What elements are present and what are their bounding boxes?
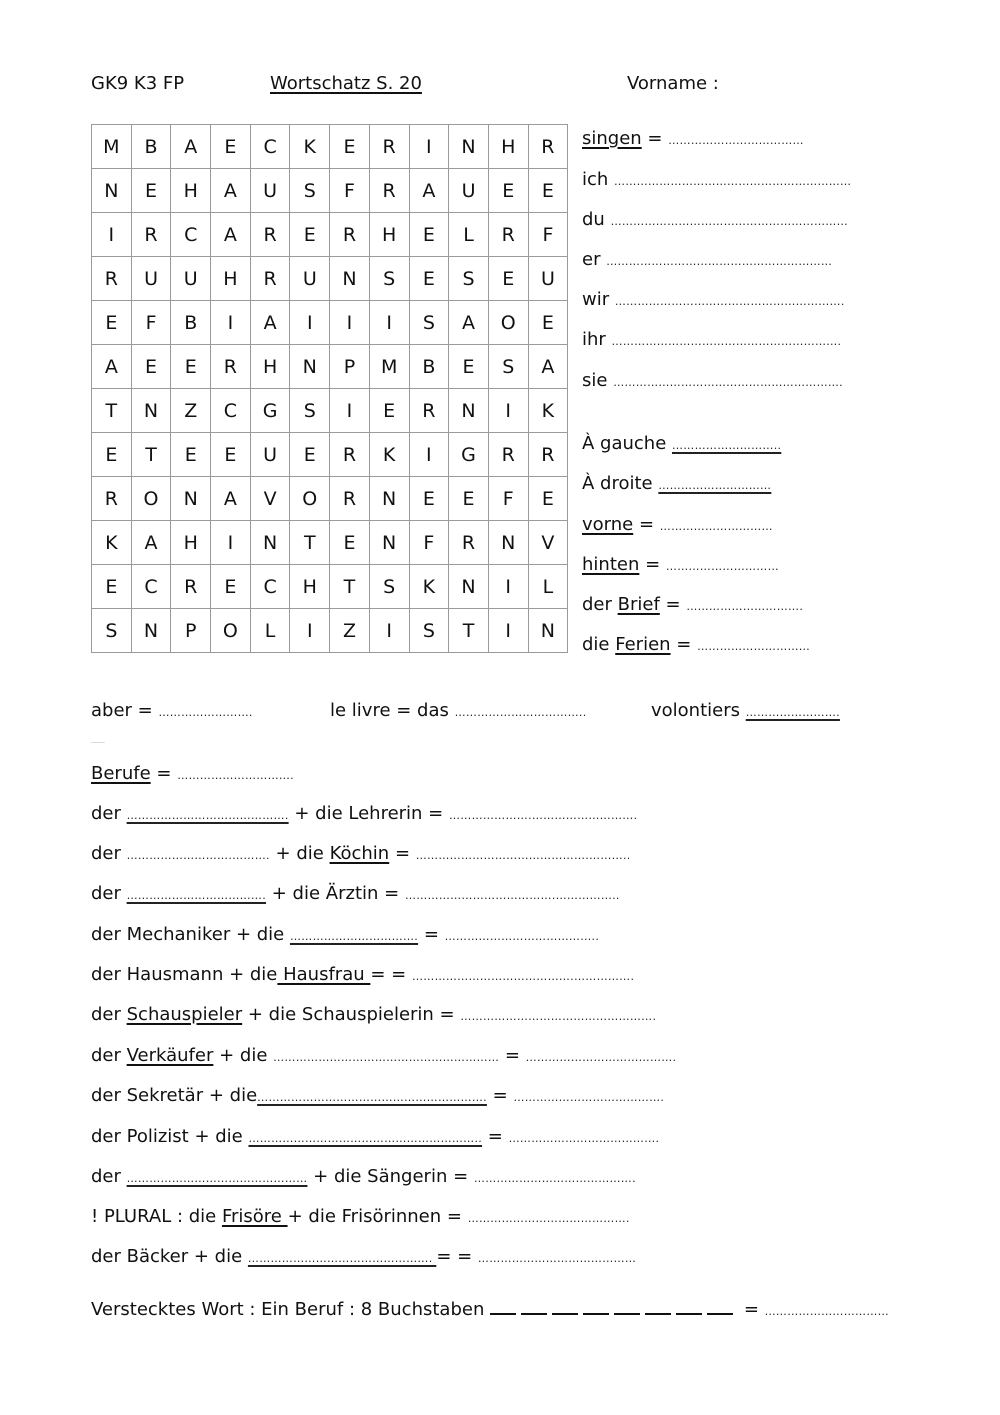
text: der xyxy=(91,843,127,864)
text: + die xyxy=(213,1045,274,1066)
grid-cell[interactable]: C xyxy=(131,565,171,609)
grid-cell[interactable]: A xyxy=(92,345,132,389)
vorne-blank[interactable]: ………………………… xyxy=(659,520,773,533)
grid-row xyxy=(92,389,568,433)
text: = xyxy=(482,1126,509,1147)
grid-cell[interactable]: R xyxy=(92,257,132,301)
blank[interactable]: ……………………………. xyxy=(289,930,419,943)
grid-cell[interactable]: N xyxy=(488,521,528,565)
grid-row xyxy=(92,345,568,389)
grid-cell[interactable]: N xyxy=(290,345,330,389)
text: der xyxy=(91,803,127,824)
text: der Mechaniker + die xyxy=(91,924,290,945)
grid-cell[interactable]: T xyxy=(449,609,489,653)
text: = xyxy=(418,924,445,945)
grid-cell[interactable]: E xyxy=(290,433,330,477)
aber-item xyxy=(91,700,253,721)
blank[interactable]: ……………………………………….……….. xyxy=(415,849,631,862)
pronoun: er xyxy=(582,249,601,270)
text: der xyxy=(91,883,127,904)
profession-line-frisoer xyxy=(91,1206,630,1227)
article: der xyxy=(582,594,618,615)
volontiers-blank[interactable]: ……………………. xyxy=(745,706,840,719)
letter-blank[interactable] xyxy=(521,1299,547,1315)
ferien-word: Ferien xyxy=(615,634,671,655)
grid-cell[interactable]: I xyxy=(488,565,528,609)
grid-cell[interactable]: M xyxy=(92,125,132,169)
grid-cell[interactable]: U xyxy=(449,169,489,213)
grid-cell[interactable]: H xyxy=(290,565,330,609)
conj-wir xyxy=(582,289,845,310)
grid-cell[interactable]: I xyxy=(330,301,370,345)
grid-cell[interactable]: U xyxy=(131,257,171,301)
profession-line-arzt xyxy=(91,883,620,904)
text: = = xyxy=(436,1246,478,1267)
aber-label: aber = xyxy=(91,700,159,721)
blank[interactable]: ………………………………. xyxy=(126,889,267,902)
brief-blank[interactable]: …………………………. xyxy=(686,600,804,613)
grid-cell[interactable]: S xyxy=(488,345,528,389)
volontiers-item xyxy=(651,700,840,721)
grid-cell[interactable]: E xyxy=(330,125,370,169)
grid-cell[interactable]: K xyxy=(528,389,568,433)
pronoun: du xyxy=(582,209,605,230)
grid-cell[interactable]: S xyxy=(409,609,449,653)
equals: = xyxy=(670,634,698,655)
grid-cell[interactable]: E xyxy=(171,433,211,477)
profession-line-koch xyxy=(91,843,631,864)
grid-cell[interactable]: E xyxy=(528,477,568,521)
text: ! PLURAL : die xyxy=(91,1206,222,1227)
grid-cell[interactable]: N xyxy=(449,389,489,433)
grid-cell[interactable]: A xyxy=(211,477,251,521)
grid-cell[interactable]: R xyxy=(92,477,132,521)
singen-word: singen xyxy=(582,128,642,149)
grid-cell[interactable]: G xyxy=(449,433,489,477)
grid-row xyxy=(92,433,568,477)
blank[interactable]: ………………….………………………. xyxy=(448,809,638,822)
profession-line-lehrer xyxy=(91,803,637,824)
profession-line-hausmann xyxy=(91,964,634,985)
grid-row xyxy=(92,169,568,213)
grid-cell[interactable]: U xyxy=(250,169,290,213)
class-code: GK9 K3 FP xyxy=(91,73,185,94)
letter-blanks[interactable] xyxy=(490,1299,738,1320)
vorne-line xyxy=(582,514,773,535)
text: + die Frisörinnen = xyxy=(287,1206,468,1227)
grid-cell[interactable]: E xyxy=(290,213,330,257)
text: der Sekretär + die xyxy=(91,1085,258,1106)
text: = xyxy=(499,1045,526,1066)
a-gauche-blank[interactable]: ……………………….. xyxy=(672,439,782,452)
grid-cell[interactable]: E xyxy=(528,301,568,345)
grid-cell[interactable]: A xyxy=(211,213,251,257)
hinten-word: hinten xyxy=(582,554,640,575)
profession-line-mechaniker xyxy=(91,924,599,945)
grid-cell[interactable]: I xyxy=(369,301,409,345)
stray-dots: ……. xyxy=(91,738,105,745)
text: der Hausmann + die xyxy=(91,964,278,985)
letter-blank[interactable] xyxy=(614,1299,640,1315)
grid-cell[interactable]: R xyxy=(528,125,568,169)
grid-cell[interactable]: F xyxy=(528,213,568,257)
grid-cell[interactable]: R xyxy=(449,521,489,565)
grid-cell[interactable]: E xyxy=(92,565,132,609)
grid-cell[interactable]: K xyxy=(92,521,132,565)
grid-cell[interactable]: R xyxy=(330,477,370,521)
letter-blank[interactable] xyxy=(490,1299,516,1315)
grid-cell[interactable]: I xyxy=(409,125,449,169)
grid-cell[interactable]: K xyxy=(409,565,449,609)
grid-cell[interactable]: T xyxy=(131,433,171,477)
hinten-blank[interactable]: ………………………… xyxy=(665,560,779,573)
grid-cell[interactable]: C xyxy=(211,389,251,433)
blank[interactable]: ……………………………………. xyxy=(473,1172,636,1185)
conj-sie xyxy=(582,370,843,391)
grid-cell[interactable]: N xyxy=(369,521,409,565)
grid-row xyxy=(92,125,568,169)
a-droite-line xyxy=(582,473,771,494)
grid-cell[interactable]: N xyxy=(131,609,171,653)
profession-line-polizist xyxy=(91,1126,659,1147)
grid-cell[interactable]: N xyxy=(330,257,370,301)
pronoun: wir xyxy=(582,289,610,310)
grid-row xyxy=(92,609,568,653)
grid-cell[interactable]: L xyxy=(449,213,489,257)
grid-row xyxy=(92,565,568,609)
equals: = xyxy=(633,514,660,535)
grid-cell[interactable]: S xyxy=(369,565,409,609)
grid-cell[interactable]: B xyxy=(171,301,211,345)
grid-cell[interactable]: E xyxy=(369,389,409,433)
letter-blank[interactable] xyxy=(552,1299,578,1315)
berufe-blank[interactable]: …………………………. xyxy=(177,769,294,782)
vorne-word: vorne xyxy=(582,514,634,535)
grid-cell[interactable]: I xyxy=(488,609,528,653)
grid-cell[interactable]: H xyxy=(211,257,251,301)
grid-cell[interactable]: K xyxy=(290,125,330,169)
keyword: Schauspieler xyxy=(126,1004,243,1025)
grid-cell[interactable]: R xyxy=(171,565,211,609)
livre-blank[interactable]: …………………………….. xyxy=(454,706,587,719)
grid-cell[interactable]: S xyxy=(92,609,132,653)
keyword: Köchin xyxy=(329,843,390,864)
blank[interactable]: ……………………….………. xyxy=(126,849,270,862)
blank[interactable]: …………………………………. xyxy=(513,1091,665,1104)
grid-cell[interactable]: H xyxy=(250,345,290,389)
grid-cell[interactable]: I xyxy=(211,301,251,345)
singen-blank[interactable]: ……………………………… xyxy=(668,134,804,147)
grid-cell[interactable]: P xyxy=(330,345,370,389)
conj-blank[interactable]: ……………………………………………………. xyxy=(613,376,843,389)
berufe-line xyxy=(91,763,294,784)
text: der xyxy=(91,1166,127,1187)
grid-cell[interactable]: T xyxy=(92,389,132,433)
grid-cell[interactable]: N xyxy=(250,521,290,565)
grid-cell[interactable]: I xyxy=(290,301,330,345)
blank[interactable]: ……………………………………. xyxy=(467,1212,630,1225)
grid-cell[interactable]: E xyxy=(211,565,251,609)
grid-row xyxy=(92,257,568,301)
grid-cell[interactable]: R xyxy=(488,213,528,257)
profession-line-schauspieler xyxy=(91,1004,656,1025)
conj-blank[interactable]: ……………………………………………………… xyxy=(614,175,852,188)
grid-cell[interactable]: N xyxy=(449,125,489,169)
grid-cell[interactable]: P xyxy=(171,609,211,653)
grid-cell[interactable]: E xyxy=(409,477,449,521)
grid-cell[interactable]: R xyxy=(250,257,290,301)
grid-row xyxy=(92,301,568,345)
grid-cell[interactable]: A xyxy=(528,345,568,389)
article: die xyxy=(582,634,616,655)
grid-cell[interactable]: R xyxy=(369,125,409,169)
grid-cell[interactable]: E xyxy=(211,125,251,169)
grid-cell[interactable]: H xyxy=(369,213,409,257)
letter-blank[interactable] xyxy=(583,1299,609,1315)
grid-cell[interactable]: E xyxy=(488,169,528,213)
grid-cell[interactable]: R xyxy=(131,213,171,257)
grid-cell[interactable]: R xyxy=(330,213,370,257)
grid-cell[interactable]: R xyxy=(369,169,409,213)
grid-cell[interactable]: C xyxy=(250,565,290,609)
letter-blank[interactable] xyxy=(707,1299,733,1315)
grid-cell[interactable]: V xyxy=(250,477,290,521)
grid-cell[interactable]: F xyxy=(488,477,528,521)
pronoun: ihr xyxy=(582,329,606,350)
grid-cell[interactable]: R xyxy=(528,433,568,477)
blank[interactable]: ………………………………………… xyxy=(126,1172,308,1185)
text: = xyxy=(486,1085,514,1106)
grid-cell[interactable]: T xyxy=(290,521,330,565)
grid-row xyxy=(92,521,568,565)
text: + die Lehrerin = xyxy=(288,803,449,824)
hidden-word-label: Verstecktes Wort : Ein Beruf : 8 Buchstaben xyxy=(91,1299,491,1320)
a-gauche-line xyxy=(582,433,781,454)
grid-cell[interactable]: U xyxy=(250,433,290,477)
grid-cell[interactable]: N xyxy=(92,169,132,213)
blank[interactable]: …………………………………….……………. xyxy=(411,970,635,983)
conj-blank[interactable]: …………………………………………………… xyxy=(606,255,833,268)
grid-cell[interactable]: A xyxy=(409,169,449,213)
grid-cell[interactable]: S xyxy=(290,169,330,213)
blank[interactable]: ………………………………….. xyxy=(444,930,600,943)
grid-cell[interactable]: E xyxy=(171,345,211,389)
grid-cell[interactable]: I xyxy=(290,609,330,653)
berufe-heading: Berufe xyxy=(91,763,151,784)
grid-cell[interactable]: H xyxy=(488,125,528,169)
grid-cell[interactable]: E xyxy=(488,257,528,301)
grid-cell[interactable]: S xyxy=(369,257,409,301)
grid-cell[interactable]: R xyxy=(250,213,290,257)
conj-du xyxy=(582,209,848,230)
grid-cell[interactable]: C xyxy=(250,125,290,169)
text: der xyxy=(91,1045,127,1066)
grid-cell[interactable]: O xyxy=(211,609,251,653)
grid-cell[interactable]: E xyxy=(409,257,449,301)
profession-line-verkaeufer xyxy=(91,1045,676,1066)
text: der Polizist + die xyxy=(91,1126,249,1147)
text: = = xyxy=(370,964,412,985)
grid-cell[interactable]: E xyxy=(211,433,251,477)
grid-cell[interactable]: B xyxy=(409,345,449,389)
grid-cell[interactable]: A xyxy=(449,301,489,345)
grid-cell[interactable]: H xyxy=(171,521,211,565)
letter-blank[interactable] xyxy=(676,1299,702,1315)
grid-cell[interactable]: M xyxy=(369,345,409,389)
grid-cell[interactable]: H xyxy=(171,169,211,213)
profession-line-sekretaer xyxy=(91,1085,664,1106)
grid-cell[interactable]: R xyxy=(488,433,528,477)
grid-cell[interactable]: G xyxy=(250,389,290,433)
grid-cell[interactable]: I xyxy=(92,213,132,257)
grid-cell[interactable]: F xyxy=(409,521,449,565)
blank[interactable]: …………………………………………………….. xyxy=(248,1132,483,1145)
grid-cell[interactable]: E xyxy=(92,433,132,477)
grid-cell[interactable]: C xyxy=(171,213,211,257)
grid-cell[interactable]: L xyxy=(528,565,568,609)
grid-cell[interactable]: R xyxy=(211,345,251,389)
grid-cell[interactable]: N xyxy=(449,565,489,609)
profession-line-saenger xyxy=(91,1166,636,1187)
equals: = xyxy=(150,763,178,784)
brief-line xyxy=(582,594,803,615)
keyword: Frisöre xyxy=(221,1206,288,1227)
grid-cell[interactable]: O xyxy=(131,477,171,521)
grid-cell[interactable]: I xyxy=(488,389,528,433)
text: + die Schauspielerin = xyxy=(242,1004,461,1025)
grid-cell[interactable]: S xyxy=(449,257,489,301)
conj-blank[interactable]: ……………………………………………………. xyxy=(614,295,845,308)
grid-cell[interactable]: O xyxy=(290,477,330,521)
grid-cell[interactable]: N xyxy=(171,477,211,521)
grid-row xyxy=(92,213,568,257)
grid-cell[interactable]: N xyxy=(131,389,171,433)
blank[interactable]: …………………………………. xyxy=(525,1051,677,1064)
conj-ihr xyxy=(582,329,841,350)
grid-cell[interactable]: A xyxy=(131,521,171,565)
grid-cell[interactable]: E xyxy=(449,345,489,389)
volontiers-label: volontiers xyxy=(651,700,746,721)
grid-cell[interactable]: L xyxy=(250,609,290,653)
grid-cell[interactable]: T xyxy=(330,565,370,609)
text: der xyxy=(91,1004,127,1025)
grid-cell[interactable]: I xyxy=(330,389,370,433)
hinten-line xyxy=(582,554,779,575)
text: = xyxy=(389,843,416,864)
singen-line xyxy=(582,128,804,149)
hidden-word-blank[interactable]: …………………………… xyxy=(764,1305,889,1318)
grid-cell[interactable]: S xyxy=(409,301,449,345)
word-search-grid xyxy=(91,124,568,653)
livre-label: le livre = das xyxy=(330,700,455,721)
grid-cell[interactable]: N xyxy=(369,477,409,521)
grid-cell[interactable]: A xyxy=(250,301,290,345)
a-droite-label: À droite xyxy=(582,473,659,494)
blank[interactable]: ………………………………….…………….. xyxy=(404,889,620,902)
pronoun: ich xyxy=(582,169,609,190)
livre-item xyxy=(330,700,587,721)
grid-cell[interactable]: N xyxy=(528,609,568,653)
conj-ich xyxy=(582,169,851,190)
first-name-label: Vorname : xyxy=(627,73,719,94)
keyword: Hausfrau xyxy=(277,964,371,985)
blank[interactable]: ……………………………………………. xyxy=(460,1010,657,1023)
grid-cell[interactable]: K xyxy=(369,433,409,477)
conj-blank[interactable]: ……………………………………………………… xyxy=(610,215,848,228)
grid-cell[interactable]: U xyxy=(528,257,568,301)
grid-cell[interactable]: E xyxy=(92,301,132,345)
page-title: Wortschatz S. 20 xyxy=(270,73,422,94)
grid-cell[interactable]: E xyxy=(528,169,568,213)
blank[interactable]: …………………………………………………… xyxy=(273,1051,500,1064)
text: + die Ärztin = xyxy=(266,883,405,904)
ferien-line xyxy=(582,634,810,655)
aber-blank[interactable]: ……………………. xyxy=(158,706,253,719)
grid-cell[interactable]: F xyxy=(131,301,171,345)
grid-cell[interactable]: E xyxy=(409,213,449,257)
grid-cell[interactable]: I xyxy=(369,609,409,653)
blank[interactable]: …………………………………. xyxy=(508,1132,660,1145)
keyword: Verkäufer xyxy=(126,1045,214,1066)
grid-row xyxy=(92,477,568,521)
grid-cell[interactable]: A xyxy=(171,125,211,169)
grid-cell[interactable]: A xyxy=(211,169,251,213)
grid-cell[interactable]: E xyxy=(330,521,370,565)
brief-word: Brief xyxy=(617,594,660,615)
letter-blank[interactable] xyxy=(645,1299,671,1315)
conj-er xyxy=(582,249,832,270)
ferien-blank[interactable]: ………………………… xyxy=(697,640,811,653)
grid-cell[interactable]: U xyxy=(290,257,330,301)
blank[interactable]: ……………………………………. xyxy=(126,809,289,822)
a-gauche-label: À gauche xyxy=(582,433,672,454)
grid-cell[interactable]: U xyxy=(171,257,211,301)
grid-cell[interactable]: Z xyxy=(330,609,370,653)
grid-cell[interactable]: E xyxy=(449,477,489,521)
hidden-word-line xyxy=(91,1299,889,1320)
grid-cell[interactable]: S xyxy=(290,389,330,433)
equals: = xyxy=(641,128,669,149)
grid-cell[interactable]: Z xyxy=(171,389,211,433)
grid-cell[interactable]: F xyxy=(330,169,370,213)
blank[interactable]: …………………………………………. xyxy=(247,1252,437,1265)
grid-cell[interactable]: I xyxy=(211,521,251,565)
text: + die Sängerin = xyxy=(307,1166,474,1187)
blank[interactable]: …………………………………… xyxy=(477,1252,637,1265)
grid-cell[interactable]: R xyxy=(409,389,449,433)
text: der Bäcker + die xyxy=(91,1246,248,1267)
conj-blank[interactable]: ……………………………………………………. xyxy=(611,335,842,348)
grid-cell[interactable]: O xyxy=(488,301,528,345)
a-droite-blank[interactable]: ………………………… xyxy=(658,479,772,492)
grid-cell[interactable]: R xyxy=(330,433,370,477)
text: + die xyxy=(269,843,330,864)
profession-line-baecker xyxy=(91,1246,636,1267)
pronoun: sie xyxy=(582,370,608,391)
grid-cell[interactable]: B xyxy=(131,125,171,169)
equals: = xyxy=(659,594,687,615)
equals: = xyxy=(738,1299,765,1320)
grid-cell[interactable]: V xyxy=(528,521,568,565)
grid-cell[interactable]: E xyxy=(131,345,171,389)
grid-cell[interactable]: I xyxy=(409,433,449,477)
grid-cell[interactable]: E xyxy=(131,169,171,213)
equals: = xyxy=(639,554,666,575)
blank[interactable]: ……………………………………………………. xyxy=(257,1091,487,1104)
